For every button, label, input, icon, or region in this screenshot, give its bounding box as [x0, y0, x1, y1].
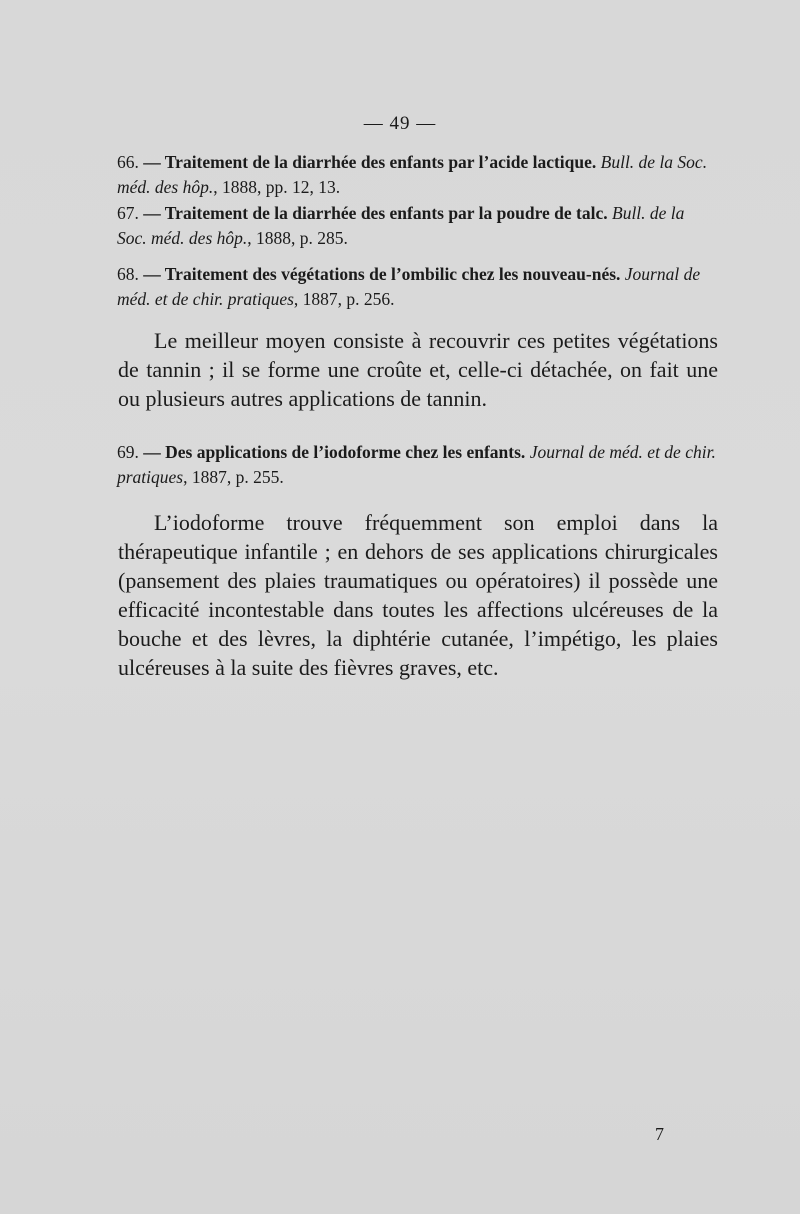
- show-through-texture: [130, 690, 730, 1130]
- reference-details: , 1887, p. 256.: [293, 289, 395, 309]
- reference-source: Journal de méd. et de chir. pratiques: [117, 264, 701, 309]
- page-header-number: — 49 —: [363, 113, 437, 134]
- reference-details: , 1888, p. 285.: [247, 228, 348, 248]
- reference-source: Journal de méd. et de chir. pratiques: [117, 442, 716, 487]
- reference-title: — Des applications de l’iodoforme chez les enfants.: [143, 442, 526, 462]
- paragraph-text: Le meilleur moyen consiste à recouvrir ces petites végétations de tannin ; il se forme une croûte et, celle-ci détachée, on fait une ou plusieurs autres applications de tannin.: [118, 328, 718, 411]
- reference-title: — Traitement de la diarrhée des enfants par la poudre de talc.: [143, 203, 608, 223]
- reference-source: Bull. de la Soc. méd. des hôp.: [117, 203, 685, 248]
- reference-number: 68.: [117, 264, 139, 284]
- reference-number: 69.: [117, 442, 139, 462]
- reference-details: , 1887, p. 255.: [183, 467, 284, 487]
- reference-title: — Traitement des végétations de l’ombilic chez les nouveau-nés.: [143, 264, 621, 284]
- page-folio: 7: [655, 1124, 664, 1144]
- reference-67: [117, 201, 717, 251]
- reference-number: 67.: [117, 203, 139, 223]
- paragraph-text: L’iodoforme trouve fréquemment son emploi dans la thérapeutique infantile ; en dehors de ses applications chirurgicales (pansement des plaies traumatiques ou opératoires) il possède une efficacité incontestable dans toutes les affections ulcéreuses de la bouche et des lèvres, la diphtérie cutanée, l’impétigo, les plaies ulcéreuses à la suite des fièvres graves, etc.: [118, 510, 718, 680]
- reference-68: [117, 262, 717, 312]
- reference-66: [117, 150, 717, 200]
- reference-number: 66.: [117, 152, 139, 172]
- reference-69: [117, 440, 717, 490]
- reference-source: Bull. de la Soc. méd. des hôp.: [117, 152, 708, 197]
- paragraph-tannin: [118, 326, 718, 413]
- reference-details: , 1888, pp. 12, 13.: [213, 177, 341, 197]
- reference-title: — Traitement de la diarrhée des enfants par l’acide lactique.: [143, 152, 597, 172]
- paragraph-iodoforme: [118, 508, 718, 682]
